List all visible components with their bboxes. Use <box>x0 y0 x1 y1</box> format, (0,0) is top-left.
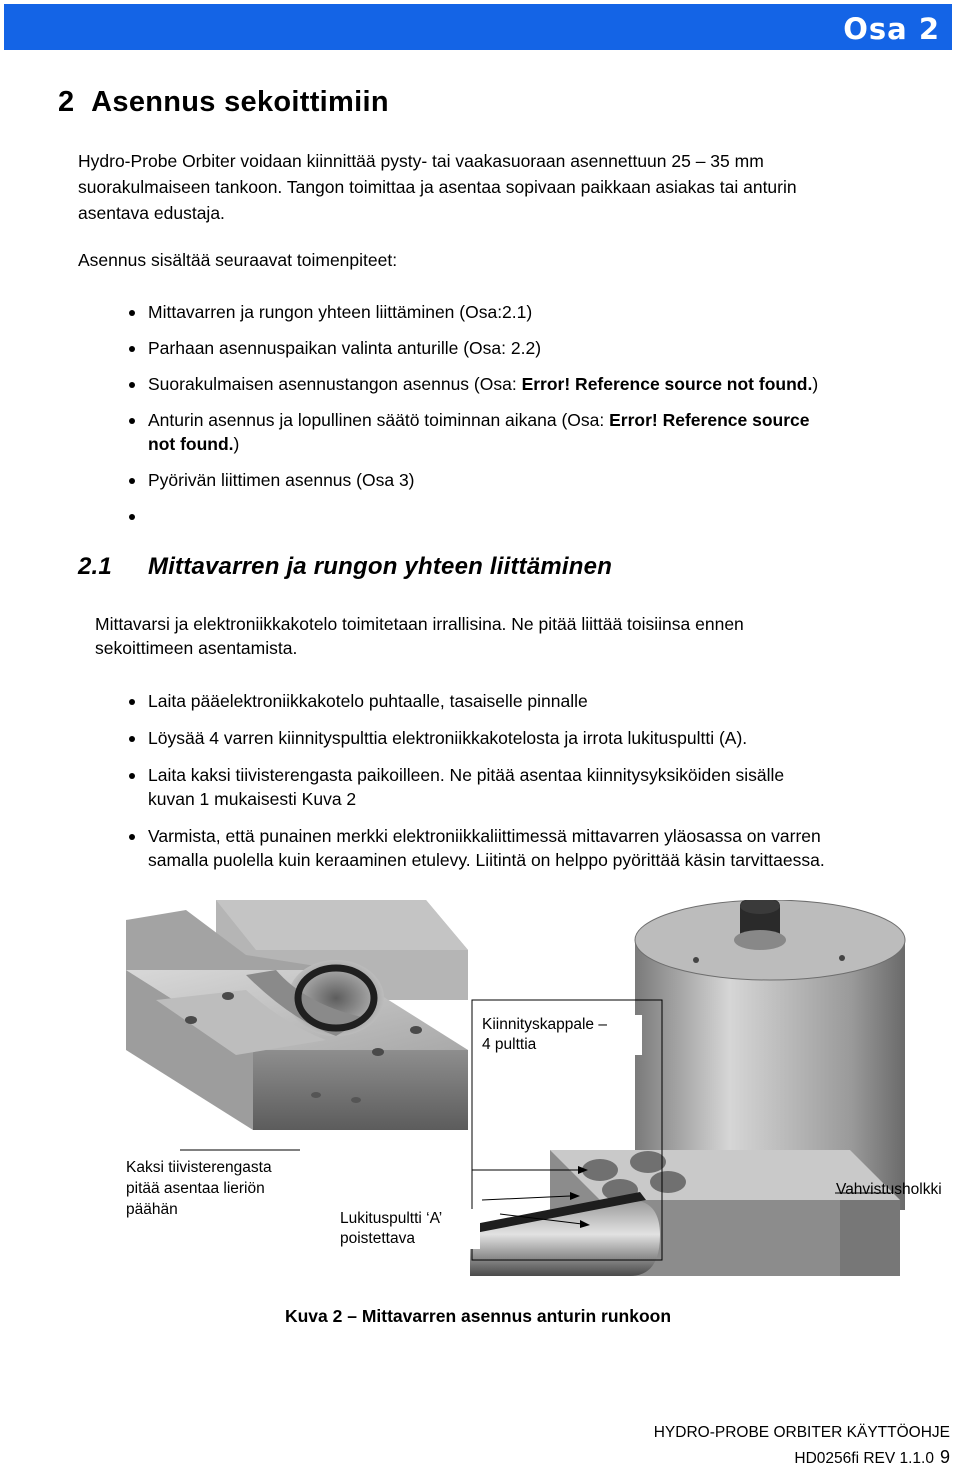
clamp-body-illustration <box>126 900 468 1150</box>
housing-illustration <box>470 900 926 1276</box>
list-item <box>148 504 818 528</box>
list-item: Suorakulmaisen asennustangon asennus (Osa: Error! Reference source not found.) <box>148 372 818 396</box>
list-item: Pyörivän liittimen asennus (Osa 3) <box>148 468 818 492</box>
footer-manual-title: HYDRO-PROBE ORBITER KÄYTTÖOHJE <box>653 1424 950 1441</box>
section-paragraph: Mittavarsi ja elektroniikkakotelo toimitetaan irrallisina. Ne pitää liittää toisiinsa ennen sekoittimeen asentamista. <box>95 614 744 658</box>
bullet-icon <box>129 773 135 779</box>
callout-orings: Kaksi tiivisterengasta pitää asentaa lieriön päähän <box>126 1157 308 1220</box>
figure-caption: Kuva 2 – Mittavarren asennus anturin runkoon <box>284 1306 672 1326</box>
section-heading <box>78 553 612 581</box>
heading-title: Asennus sekoittimiin <box>91 86 389 118</box>
bullet-icon <box>129 310 135 316</box>
list-item: Löysää 4 varren kiinnityspulttia elektroniikkakotelosta ja irrota lukituspultti (A). <box>148 726 825 750</box>
bullet-icon <box>129 382 135 388</box>
list-item: Parhaan asennuspaikan valinta anturille (Osa: 2.2) <box>148 336 818 360</box>
bullet-icon <box>129 346 135 352</box>
callout-clamp: Kiinnityskappale – 4 pulttia <box>482 1015 642 1055</box>
intro-line: Hydro-Probe Orbiter voidaan kiinnittää pysty- tai vaakasuoraan asennettuun 25 – 35 mm <box>78 151 764 171</box>
revision-code: HD0256fi REV 1.1.0 <box>794 1450 934 1467</box>
list-item: Mittavarren ja rungon yhteen liittäminen (Osa:2.1) <box>148 300 818 324</box>
heading-number: 2 <box>58 86 75 118</box>
bullet-icon <box>129 418 135 424</box>
section-number: 2.1 <box>78 553 112 580</box>
callout-sleeve: Vahvistusholkki <box>836 1181 942 1198</box>
bullet-icon <box>129 478 135 484</box>
bullet-icon <box>129 514 135 520</box>
callout-lock-bolt: Lukituspultti ‘A’ poistettava <box>340 1209 480 1249</box>
steps-list <box>148 300 818 528</box>
list-item: Laita kaksi tiivisterengasta paikoilleen. Ne pitää asentaa kiinnitysyksiköiden sisälle kuvan 1 mukaisesti Kuva 2 <box>148 763 825 811</box>
section-title: Mittavarren ja rungon yhteen liittäminen <box>148 553 613 580</box>
page-title <box>58 86 389 119</box>
instructions-list <box>148 689 825 872</box>
intro-line: asentava edustaja. <box>78 203 225 223</box>
section-label: Osa 2 <box>843 12 940 46</box>
steps-intro: Asennus sisältää seuraavat toimenpiteet: <box>78 250 398 270</box>
list-item: Laita pääelektroniikkakotelo puhtaalle, tasaiselle pinnalle <box>148 689 825 713</box>
bullet-icon <box>129 834 135 840</box>
bullet-icon <box>129 699 135 705</box>
list-item: Varmista, että punainen merkki elektroniikkaliittimessä mittavarren yläosassa on varren samalla puolella kuin keraaminen etulevy. Liitintä on helppo pyörittää käsin tarvittaessa. <box>148 824 825 872</box>
page-number: 9 <box>939 1447 950 1467</box>
list-item: Anturin asennus ja lopullinen säätö toiminnan aikana (Osa: Error! Reference source not found.) <box>148 408 818 456</box>
footer-revision <box>794 1447 950 1468</box>
intro-paragraph <box>78 148 797 226</box>
header-bar <box>4 4 952 50</box>
bullet-icon <box>129 736 135 742</box>
intro-line: suorakulmaiseen tankoon. Tangon toimittaa ja asentaa sopivaan paikkaan asiakas tai anturin <box>78 177 797 197</box>
